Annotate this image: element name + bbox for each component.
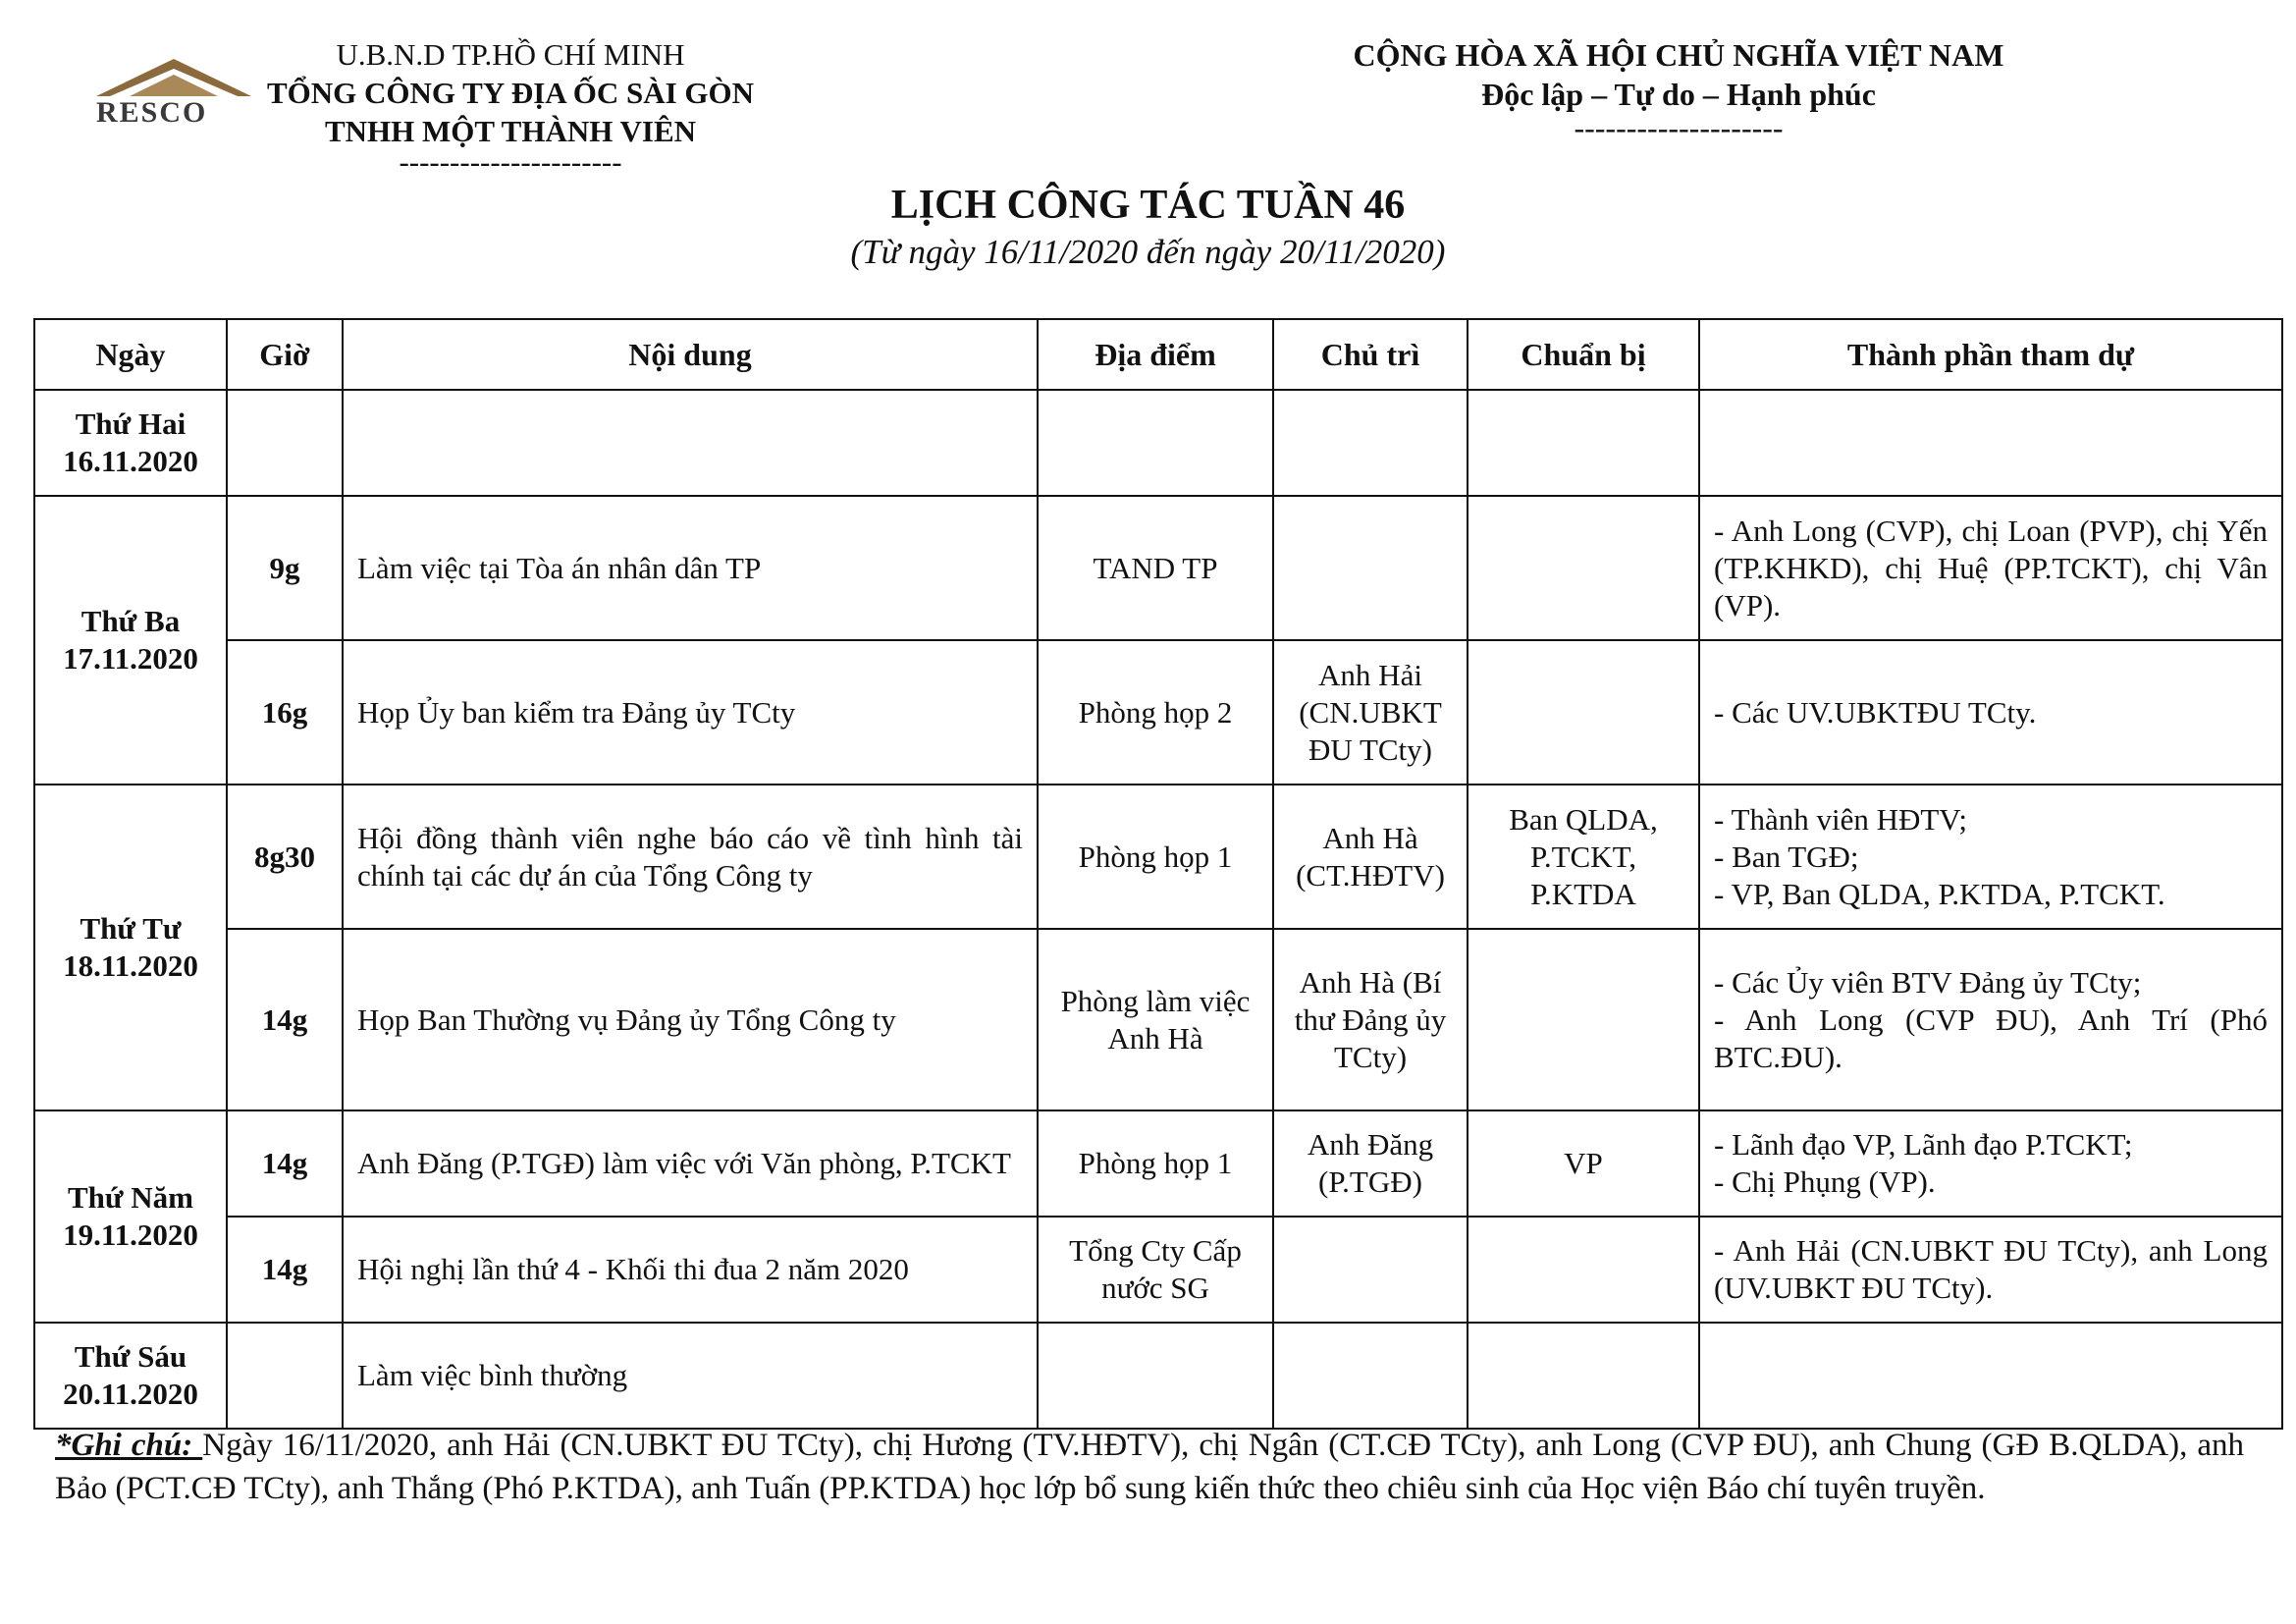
national-header bbox=[1306, 35, 2052, 145]
col-header-chair: Chủ trì bbox=[1273, 319, 1468, 390]
table-row bbox=[34, 640, 2282, 785]
attendee-line: - Thành viên HĐTV; bbox=[1714, 801, 1967, 837]
prep-cell: Ban QLDA, P.TCKT, P.KTDA bbox=[1468, 785, 1699, 929]
day-cell-thursday bbox=[34, 1110, 227, 1323]
prep-cell bbox=[1468, 390, 1699, 496]
date-label: 18.11.2020 bbox=[63, 948, 198, 983]
prep-cell bbox=[1468, 496, 1699, 640]
day-cell-tuesday bbox=[34, 496, 227, 785]
table-row bbox=[34, 1110, 2282, 1217]
page-subtitle: (Từ ngày 16/11/2020 đến ngày 20/11/2020) bbox=[850, 233, 1446, 271]
time-cell: 14g bbox=[227, 929, 343, 1110]
attendee-line: - Ban TGĐ; bbox=[1714, 839, 1859, 874]
location-cell: TAND TP bbox=[1038, 496, 1273, 640]
table-row bbox=[34, 1323, 2282, 1429]
day-cell-monday bbox=[34, 390, 227, 496]
date-label: 16.11.2020 bbox=[63, 444, 198, 478]
chair-cell: Anh Hải (CN.UBKT ĐU TCty) bbox=[1273, 640, 1468, 785]
attendee-line: - Anh Hải (CN.UBKT ĐU TCty), anh Long (UV.UBKT ĐU TCty). bbox=[1714, 1233, 2268, 1305]
date-label: 20.11.2020 bbox=[63, 1377, 198, 1411]
organization-header bbox=[196, 35, 825, 179]
weekday-label: Thứ Năm bbox=[68, 1180, 193, 1215]
attendee-line: - Lãnh đạo VP, Lãnh đạo P.TCKT; bbox=[1714, 1127, 2133, 1162]
content-cell: Anh Đăng (P.TGĐ) làm việc với Văn phòng, P.TCKT bbox=[343, 1110, 1038, 1217]
time-cell bbox=[227, 1323, 343, 1429]
footnote bbox=[55, 1424, 2244, 1510]
content-cell: Hội đồng thành viên nghe báo cáo về tình hình tài chính tại các dự án của Tổng Công ty bbox=[343, 785, 1038, 929]
prep-cell bbox=[1468, 1323, 1699, 1429]
chair-cell: Anh Hà (CT.HĐTV) bbox=[1273, 785, 1468, 929]
time-cell: 9g bbox=[227, 496, 343, 640]
attendee-line: - Các UV.UBKTĐU TCty. bbox=[1714, 694, 2037, 730]
content-cell: Họp Ủy ban kiểm tra Đảng ủy TCty bbox=[343, 640, 1038, 785]
content-cell: Hội nghị lần thứ 4 - Khối thi đua 2 năm 2020 bbox=[343, 1217, 1038, 1323]
location-cell: Phòng làm việc Anh Hà bbox=[1038, 929, 1273, 1110]
col-header-time: Giờ bbox=[227, 319, 343, 390]
org-line-1: U.B.N.D TP.HỒ CHÍ MINH bbox=[336, 37, 685, 72]
attendees-cell bbox=[1699, 785, 2282, 929]
table-row bbox=[34, 390, 2282, 496]
location-cell bbox=[1038, 390, 1273, 496]
prep-cell bbox=[1468, 1217, 1699, 1323]
content-cell: Làm việc bình thường bbox=[343, 1323, 1038, 1429]
location-cell: Phòng họp 1 bbox=[1038, 1110, 1273, 1217]
location-cell: Phòng họp 1 bbox=[1038, 785, 1273, 929]
prep-cell: VP bbox=[1468, 1110, 1699, 1217]
attendees-cell bbox=[1699, 496, 2282, 640]
prep-cell bbox=[1468, 929, 1699, 1110]
weekday-label: Thứ Sáu bbox=[74, 1339, 187, 1374]
chair-cell bbox=[1273, 1217, 1468, 1323]
schedule-table bbox=[33, 318, 2283, 1430]
org-divider: ---------------------- bbox=[399, 144, 622, 179]
attendees-cell bbox=[1699, 390, 2282, 496]
location-cell: Phòng họp 2 bbox=[1038, 640, 1273, 785]
attendee-line: - VP, Ban QLDA, P.KTDA, P.TCKT. bbox=[1714, 876, 2165, 911]
time-cell: 14g bbox=[227, 1110, 343, 1217]
time-cell bbox=[227, 390, 343, 496]
chair-cell bbox=[1273, 496, 1468, 640]
content-cell bbox=[343, 390, 1038, 496]
table-row bbox=[34, 785, 2282, 929]
chair-cell: Anh Đăng (P.TGĐ) bbox=[1273, 1110, 1468, 1217]
org-line-2: TỔNG CÔNG TY ĐỊA ỐC SÀI GÒN bbox=[266, 76, 755, 110]
time-cell: 8g30 bbox=[227, 785, 343, 929]
prep-cell bbox=[1468, 640, 1699, 785]
footnote-text: Ngày 16/11/2020, anh Hải (CN.UBKT ĐU TCty), chị Hương (TV.HĐTV), chị Ngân (CT.CĐ TCty), anh Long (CVP ĐU), anh Chung (GĐ B.QLDA), anh Bảo (PCT.CĐ TCty), anh Thắng (Phó P.KTDA), anh Tuấn (PP.KTDA) học lớp bổ sung kiến thức theo chiêu sinh của Học viện Báo chí tuyên truyền. bbox=[55, 1428, 2245, 1506]
national-motto-line-1: CỘNG HÒA XÃ HỘI CHỦ NGHĨA VIỆT NAM bbox=[1353, 37, 2004, 73]
chair-cell: Anh Hà (Bí thư Đảng ủy TCty) bbox=[1273, 929, 1468, 1110]
content-cell: Họp Ban Thường vụ Đảng ủy Tổng Công ty bbox=[343, 929, 1038, 1110]
location-cell: Tổng Cty Cấp nước SG bbox=[1038, 1217, 1273, 1323]
attendee-line: - Anh Long (CVP), chị Loan (PVP), chị Yến (TP.KHKD), chị Huệ (PP.TCKT), chị Vân (VP). bbox=[1714, 513, 2268, 623]
attendees-cell bbox=[1699, 1110, 2282, 1217]
day-cell-friday bbox=[34, 1323, 227, 1429]
weekday-label: Thứ Hai bbox=[75, 406, 187, 441]
attendee-line: - Anh Long (CVP ĐU), Anh Trí (Phó BTC.ĐU). bbox=[1714, 1001, 2268, 1074]
weekday-label: Thứ Tư bbox=[80, 911, 182, 946]
attendees-cell bbox=[1699, 1323, 2282, 1429]
chair-cell bbox=[1273, 1323, 1468, 1429]
national-divider: -------------------- bbox=[1574, 110, 1784, 145]
table-header-row bbox=[34, 319, 2282, 390]
table-row bbox=[34, 929, 2282, 1110]
col-header-prep: Chuẩn bị bbox=[1468, 319, 1699, 390]
org-line-3: TNHH MỘT THÀNH VIÊN bbox=[324, 114, 697, 148]
date-label: 19.11.2020 bbox=[63, 1218, 198, 1252]
logo-text: RESCO bbox=[96, 96, 208, 129]
chair-cell bbox=[1273, 390, 1468, 496]
date-label: 17.11.2020 bbox=[63, 641, 198, 676]
time-cell: 14g bbox=[227, 1217, 343, 1323]
col-header-content: Nội dung bbox=[343, 319, 1038, 390]
col-header-attendees: Thành phần tham dự bbox=[1699, 319, 2282, 390]
day-cell-wednesday bbox=[34, 785, 227, 1110]
attendee-line: - Chị Phụng (VP). bbox=[1714, 1164, 1936, 1199]
attendees-cell bbox=[1699, 640, 2282, 785]
attendees-cell bbox=[1699, 929, 2282, 1110]
time-cell: 16g bbox=[227, 640, 343, 785]
national-motto-line-2: Độc lập – Tự do – Hạnh phúc bbox=[1481, 77, 1876, 112]
attendee-line: - Các Ủy viên BTV Đảng ủy TCty; bbox=[1714, 964, 2142, 1000]
table-row bbox=[34, 1217, 2282, 1323]
page-title: LỊCH CÔNG TÁC TUẦN 46 bbox=[890, 183, 1406, 228]
col-header-location: Địa điểm bbox=[1038, 319, 1273, 390]
footnote-label: *Ghi chú: bbox=[55, 1428, 203, 1463]
content-cell: Làm việc tại Tòa án nhân dân TP bbox=[343, 496, 1038, 640]
weekday-label: Thứ Ba bbox=[80, 604, 181, 638]
table-row bbox=[34, 496, 2282, 640]
location-cell bbox=[1038, 1323, 1273, 1429]
attendees-cell bbox=[1699, 1217, 2282, 1323]
col-header-day: Ngày bbox=[34, 319, 227, 390]
